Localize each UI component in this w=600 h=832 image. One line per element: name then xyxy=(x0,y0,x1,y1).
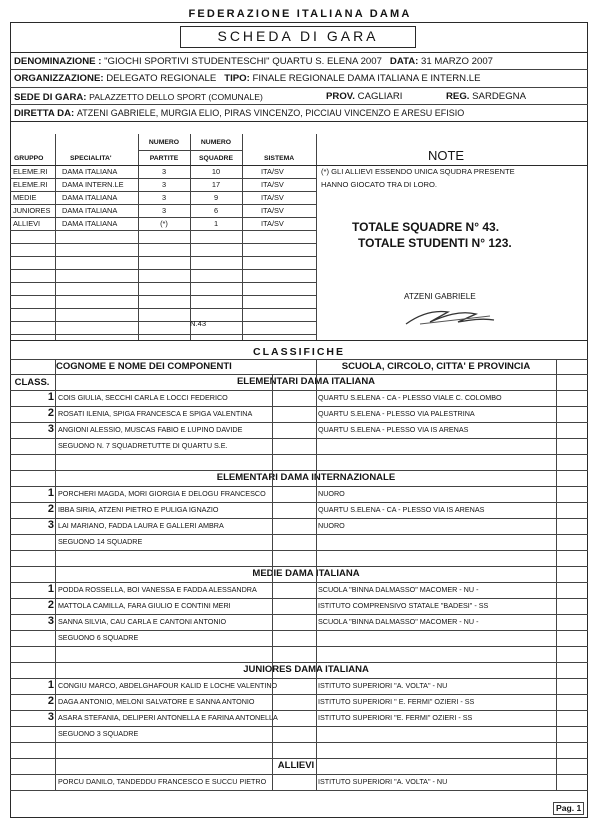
summary-row-rule xyxy=(10,282,316,283)
signature-name: ATZENI GABRIELE xyxy=(404,292,476,301)
team-school: SCUOLA "BINNA DALMASSO" MACOMER - NU - xyxy=(318,617,479,626)
rule xyxy=(10,678,588,679)
info-reg xyxy=(446,90,526,104)
prov-label: PROV. xyxy=(326,91,355,102)
row-squadre: 1 xyxy=(213,219,219,228)
rank-number: 3 xyxy=(47,519,54,531)
organizzazione-label: ORGANIZZAZIONE: xyxy=(14,73,104,84)
section-title: MEDIE DAMA ITALIANA xyxy=(252,568,360,579)
team-members: ROSATI ILENIA, SPIGA FRANCESCA E SPIGA VALENTINA xyxy=(58,409,253,418)
rule xyxy=(10,165,588,166)
row-partite: 3 xyxy=(161,167,167,176)
section-title: ELEMENTARI DAMA ITALIANA xyxy=(236,376,376,387)
prov-value: CAGLIARI xyxy=(357,91,403,102)
row-specialita: DAMA INTERN.LE xyxy=(62,180,124,189)
classifiche-column-rule xyxy=(316,359,317,790)
rule xyxy=(10,710,588,711)
rule xyxy=(10,121,588,122)
info-prov xyxy=(326,90,402,104)
team-school: SCUOLA "BINNA DALMASSO" MACOMER - NU - xyxy=(318,585,479,594)
rank-number: 3 xyxy=(47,711,54,723)
rule xyxy=(10,104,588,105)
info-sede xyxy=(14,90,263,105)
team-members: SANNA SILVIA, CAU CARLA E CANTONI ANTONIO xyxy=(58,617,227,626)
row-squadre: 10 xyxy=(211,167,221,176)
rule xyxy=(10,726,588,727)
rule xyxy=(10,340,588,341)
classifiche-title: CLASSIFICHE xyxy=(252,346,345,358)
rule xyxy=(10,758,588,759)
classifiche-column-rule xyxy=(55,359,56,790)
summary-row-rule xyxy=(10,243,316,244)
tipo-label: TIPO: xyxy=(224,73,250,84)
data-value: 31 MARZO 2007 xyxy=(421,56,494,67)
form-title: SCHEDA DI GARA xyxy=(180,26,416,48)
section-title: ELEMENTARI DAMA INTERNAZIONALE xyxy=(216,472,396,483)
row-squadre: 17 xyxy=(211,180,221,189)
row-gruppo: ELEME.RI xyxy=(13,167,48,176)
summary-row-rule xyxy=(10,230,316,231)
rule xyxy=(10,742,588,743)
header-numero-squadre-1: NUMERO xyxy=(200,139,232,146)
classifiche-column-rule xyxy=(556,359,557,790)
rule xyxy=(10,598,588,599)
row-specialita: DAMA ITALIANA xyxy=(62,167,118,176)
team-school: ISTITUTO SUPERIORI "A. VOLTA" - NU xyxy=(318,681,448,690)
summary-row-rule xyxy=(10,204,316,205)
summary-row-rule xyxy=(10,295,316,296)
rule xyxy=(10,390,588,391)
row-gruppo: MEDIE xyxy=(13,193,37,202)
rule xyxy=(10,566,588,567)
rule xyxy=(10,69,588,70)
header-gruppo: GRUPPO xyxy=(14,155,44,162)
team-members: PORCHERI MAGDA, MORI GIORGIA E DELOGU FRANCESCO xyxy=(58,489,266,498)
rule xyxy=(10,422,588,423)
header-squadre: SQUADRE xyxy=(199,155,233,162)
rank-number: 3 xyxy=(47,615,54,627)
summary-row-rule xyxy=(10,321,316,322)
rule xyxy=(10,374,588,375)
team-school: QUARTU S.ELENA - CA - PLESSO VIA IS ARENAS xyxy=(318,505,485,514)
row-partite: (*) xyxy=(160,219,168,228)
rule xyxy=(10,630,588,631)
rank-number: 3 xyxy=(47,423,54,435)
rule xyxy=(10,52,588,53)
header-numero-partite-1: NUMERO xyxy=(148,139,180,146)
denominazione-label: DENOMINAZIONE : xyxy=(14,56,102,67)
team-members: COIS GIULIA, SECCHI CARLA E LOCCI FEDERICO xyxy=(58,393,228,402)
row-partite: 3 xyxy=(161,180,167,189)
rule xyxy=(10,87,588,88)
row-specialita: DAMA ITALIANA xyxy=(62,206,118,215)
header-note: NOTE xyxy=(427,148,465,163)
row-gruppo: JUNIORES xyxy=(13,206,51,215)
rule xyxy=(10,486,588,487)
summary-row-rule xyxy=(10,308,316,309)
row-squadre: 9 xyxy=(213,193,219,202)
header-specialita: SPECIALITA' xyxy=(70,155,112,162)
summary-row-rule xyxy=(10,191,316,192)
team-members: ASARA STEFANIA, DELIPERI ANTONELLA E FARINA ANTONELLA xyxy=(58,713,278,722)
allievi-members: PORCU DANILO, TANDEDDU FRANCESCO E SUCCU PIETRO xyxy=(58,777,267,786)
summary-row-rule xyxy=(10,334,316,335)
summary-row-rule xyxy=(10,269,316,270)
row-sistema: ITA/SV xyxy=(261,193,284,202)
team-school: QUARTU S.ELENA - PLESSO VIA PALESTRINA xyxy=(318,409,475,418)
reg-label: REG. xyxy=(446,91,470,102)
col-scuola-header: SCUOLA, CIRCOLO, CITTA' E PROVINCIA xyxy=(341,361,531,372)
team-school: ISTITUTO SUPERIORI "E. FERMI" OZIERI - SS xyxy=(318,713,473,722)
team-members: CONGIU MARCO, ABDELGHAFOUR KALID E LOCHE VALENTINO xyxy=(58,681,278,690)
class-label: CLASS. xyxy=(14,377,50,388)
team-school: QUARTU S.ELENA - PLESSO VIA IS ARENAS xyxy=(318,425,469,434)
row-sistema: ITA/SV xyxy=(261,206,284,215)
section-footer: SEGUONO 14 SQUADRE xyxy=(58,537,143,546)
rank-number: 1 xyxy=(47,679,54,691)
total-squadre-count: N.43 xyxy=(190,319,207,328)
section-footer: SEGUONO N. 7 SQUADRETUTTE DI QUARTU S.E. xyxy=(58,441,228,450)
rule xyxy=(10,774,588,775)
rule xyxy=(10,518,588,519)
header-partite: PARTITE xyxy=(149,155,179,162)
row-partite: 3 xyxy=(161,193,167,202)
row-specialita: DAMA ITALIANA xyxy=(62,193,118,202)
rule xyxy=(10,534,588,535)
info-denominazione xyxy=(14,55,493,69)
row-partite: 3 xyxy=(161,206,167,215)
team-school: ISTITUTO SUPERIORI " E. FERMI" OZIERI - SS xyxy=(318,697,475,706)
diretta-label: DIRETTA DA: xyxy=(14,108,75,119)
team-members: LAI MARIANO, FADDA LAURA E GALLERI AMBRA xyxy=(58,521,224,530)
rule xyxy=(10,646,588,647)
summary-row-rule xyxy=(10,217,316,218)
rule xyxy=(10,614,588,615)
rank-number: 2 xyxy=(47,599,54,611)
allievi-title: ALLIEVI xyxy=(277,760,315,771)
rule xyxy=(10,502,588,503)
team-school: NUORO xyxy=(318,489,345,498)
rule xyxy=(138,150,242,151)
totale-studenti: TOTALE STUDENTI N° 123. xyxy=(358,236,512,250)
row-sistema: ITA/SV xyxy=(261,167,284,176)
page-label: Pag. 1 xyxy=(553,802,584,815)
row-gruppo: ELEME.RI xyxy=(13,180,48,189)
rule xyxy=(10,406,588,407)
classifiche-column-rule xyxy=(272,374,273,790)
federation-heading: FEDERAZIONE ITALIANA DAMA xyxy=(188,8,412,20)
team-members: DAGA ANTONIO, MELONI SALVATORE E SANNA ANTONIO xyxy=(58,697,255,706)
sede-value: PALAZZETTO DELLO SPORT (COMUNALE) xyxy=(89,92,263,102)
team-members: PODDA ROSSELLA, BOI VANESSA E FADDA ALESSANDRA xyxy=(58,585,257,594)
rank-number: 2 xyxy=(47,695,54,707)
section-footer: SEGUONO 3 SQUADRE xyxy=(58,729,139,738)
section-footer: SEGUONO 6 SQUADRE xyxy=(58,633,139,642)
rule xyxy=(10,790,588,791)
allievi-school: ISTITUTO SUPERIORI "A. VOLTA" - NU xyxy=(318,777,448,786)
row-gruppo: ALLIEVI xyxy=(13,219,41,228)
team-members: ANGIONI ALESSIO, MUSCAS FABIO E LUPINO DAVIDE xyxy=(58,425,243,434)
summary-row-rule xyxy=(10,178,316,179)
info-organizzazione xyxy=(14,72,481,86)
rule xyxy=(10,359,588,360)
team-school: ISTITUTO COMPRENSIVO STATALE "BADESI" - SS xyxy=(318,601,489,610)
note-line-1: (*) GLI ALLIEVI ESSENDO UNICA SQUDRA PRESENTE xyxy=(321,167,515,176)
tipo-value: FINALE REGIONALE DAMA ITALIANA E INTERN.LE xyxy=(252,73,481,84)
rule xyxy=(10,438,588,439)
rule xyxy=(10,454,588,455)
rule xyxy=(10,662,588,663)
rank-number: 2 xyxy=(47,407,54,419)
rule xyxy=(10,694,588,695)
row-sistema: ITA/SV xyxy=(261,180,284,189)
team-members: MATTOLA CAMILLA, FARA GIULIO E CONTINI MERI xyxy=(58,601,231,610)
header-sistema: SISTEMA xyxy=(264,155,295,162)
sede-label: SEDE DI GARA: xyxy=(14,92,87,103)
rank-number: 1 xyxy=(47,583,54,595)
rule xyxy=(10,550,588,551)
info-diretta xyxy=(14,106,464,121)
col-componenti-header: COGNOME E NOME DEI COMPONENTI xyxy=(56,361,232,372)
rule xyxy=(10,470,588,471)
team-school: QUARTU S.ELENA - CA - PLESSO VIALE C. COLOMBO xyxy=(318,393,502,402)
summary-row-rule xyxy=(10,256,316,257)
denominazione-value: "GIOCHI SPORTIVI STUDENTESCHI" QUARTU S. ELENA 2007 xyxy=(104,56,382,67)
reg-value: SARDEGNA xyxy=(472,91,526,102)
rank-number: 1 xyxy=(47,487,54,499)
rank-number: 1 xyxy=(47,391,54,403)
rank-number: 2 xyxy=(47,503,54,515)
row-sistema: ITA/SV xyxy=(261,219,284,228)
row-specialita: DAMA ITALIANA xyxy=(62,219,118,228)
team-members: IBBA SIRIA, ATZENI PIETRO E PULIGA IGNAZIO xyxy=(58,505,219,514)
signature-scribble-icon xyxy=(400,300,500,330)
diretta-value: ATZENI GABRIELE, MURGIA ELIO, PIRAS VINCENZO, PICCIAU VINCENZO E ARESU EFISIO xyxy=(76,108,465,118)
data-label: DATA: xyxy=(389,56,419,67)
organizzazione-value: DELEGATO REGIONALE xyxy=(106,73,217,84)
note-line-2: HANNO GIOCATO TRA DI LORO. xyxy=(321,180,438,189)
row-squadre: 6 xyxy=(213,206,219,215)
team-school: NUORO xyxy=(318,521,345,530)
rule xyxy=(10,582,588,583)
totale-squadre: TOTALE SQUADRE N° 43. xyxy=(352,220,500,234)
section-title: JUNIORES DAMA ITALIANA xyxy=(243,664,369,675)
